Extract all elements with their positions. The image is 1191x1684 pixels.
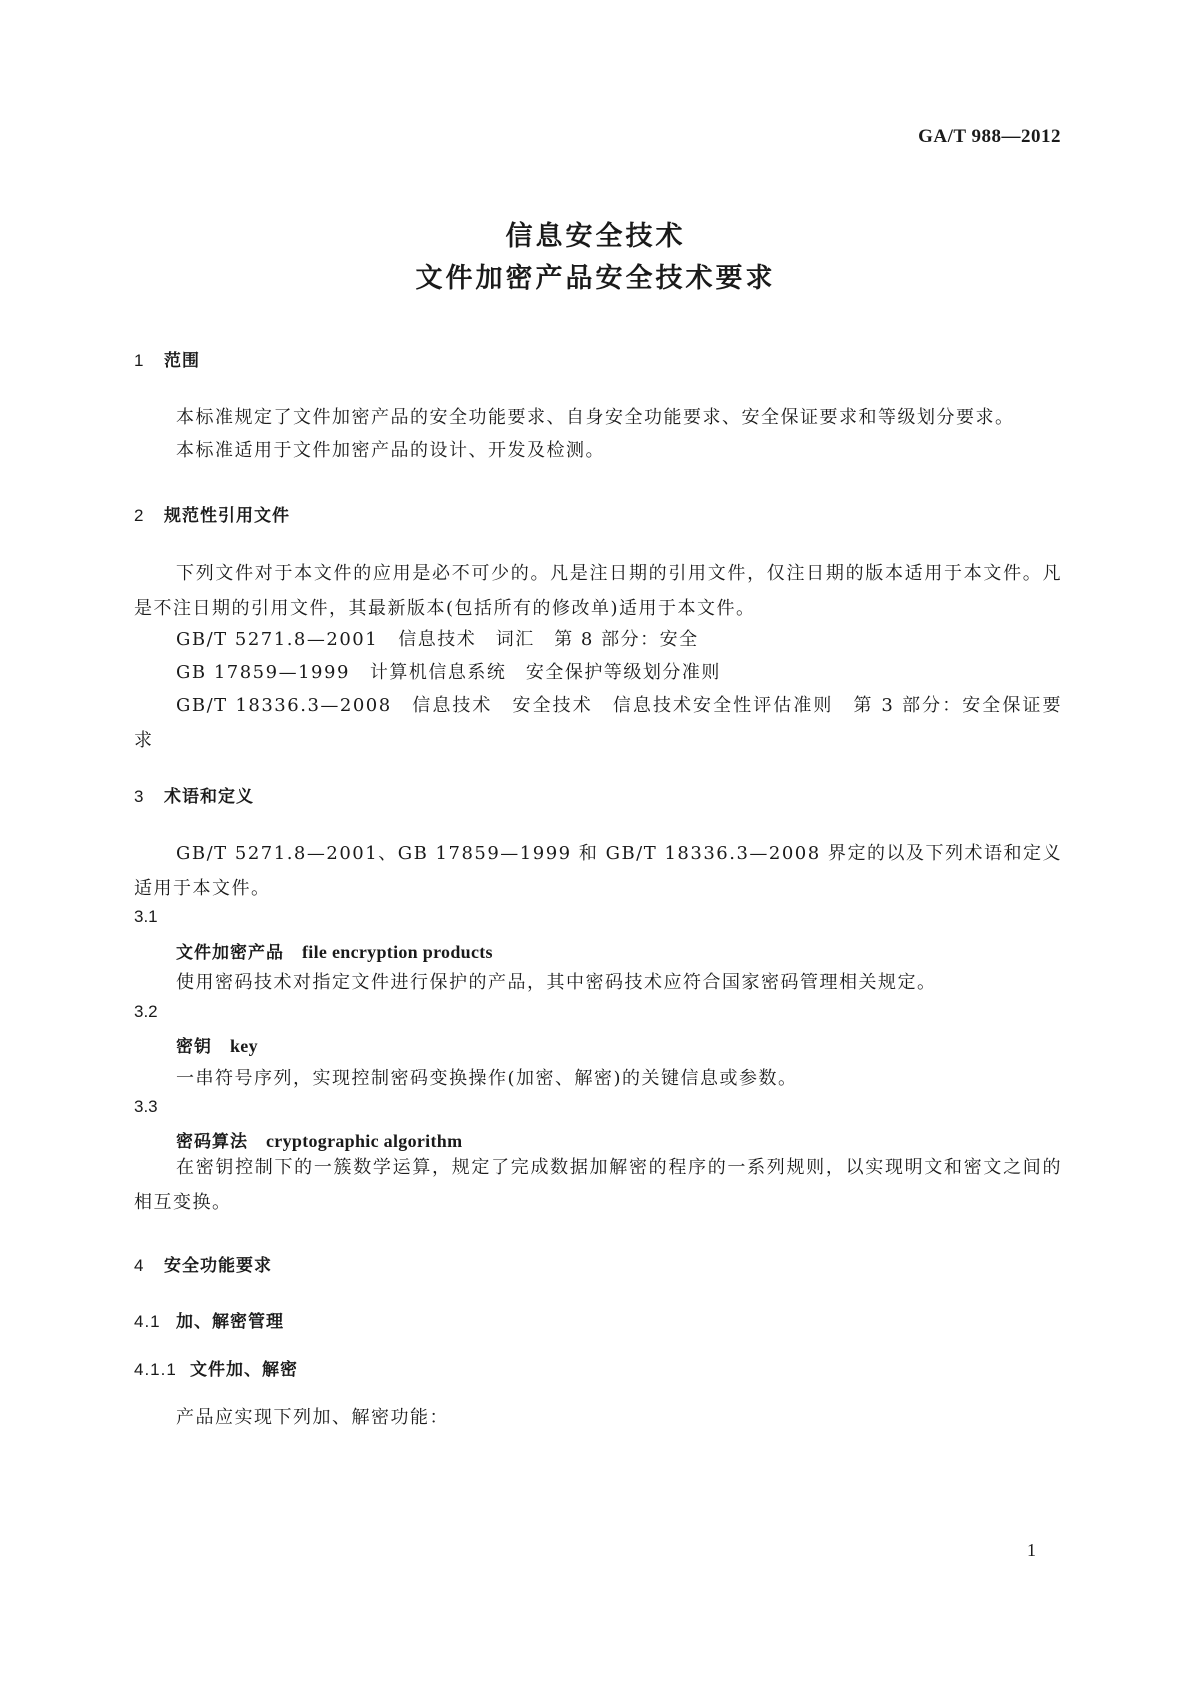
section-3-paragraph-1: GB/T 5271.8—2001、GB 17859—1999 和 GB/T 18336.3—2008 界定的以及下列术语和定义适用于本文件。 <box>134 843 1062 899</box>
normative-reference <box>176 658 721 684</box>
section-number: 4 <box>134 1256 145 1275</box>
section-1-heading <box>134 346 200 371</box>
section-number: 4.1 <box>134 1312 161 1331</box>
term-number: 3.1 <box>134 907 158 926</box>
term-number: 3.2 <box>134 1002 158 1021</box>
section-number: 4.1.1 <box>134 1360 177 1379</box>
section-number: 2 <box>134 506 145 525</box>
reference-code: GB 17859—1999 <box>176 662 350 683</box>
subsection-4-1-1-heading <box>134 1355 298 1380</box>
section-1-paragraph-2: 本标准适用于文件加密产品的设计、开发及检测。 <box>176 440 605 461</box>
section-title: 规范性引用文件 <box>164 506 290 526</box>
section-1-paragraph-1: 本标准规定了文件加密产品的安全功能要求、自身安全功能要求、安全保证要求和等级划分要求。 <box>176 407 1015 428</box>
reference-title: 信息技术 词汇 第 8 部分：安全 <box>398 629 699 650</box>
term-heading <box>176 1127 462 1152</box>
term-english: cryptographic algorithm <box>266 1131 463 1151</box>
term-chinese: 密码算法 <box>176 1132 248 1152</box>
section-number: 1 <box>134 351 145 370</box>
section-4-heading <box>134 1251 272 1276</box>
section-title: 文件加、解密 <box>190 1360 298 1380</box>
term-definition: 在密钥控制下的一簇数学运算，规定了完成数据加解密的程序的一系列规则，以实现明文和密文之间的相互变换。 <box>134 1157 1062 1213</box>
reference-title: 计算机信息系统 安全保护等级划分准则 <box>369 662 721 683</box>
section-4-paragraph-1: 产品应实现下列加、解密功能： <box>176 1407 449 1428</box>
term-english: key <box>230 1036 258 1056</box>
section-title: 安全功能要求 <box>164 1256 272 1276</box>
section-2-heading <box>134 501 290 526</box>
reference-title: 信息技术 安全技术 信息技术安全性评估准则 第 3 部分：安全保证要求 <box>134 695 1062 751</box>
term-chinese: 密钥 <box>176 1037 212 1057</box>
term-chinese: 文件加密产品 <box>176 943 284 963</box>
section-title: 范围 <box>164 351 200 371</box>
title-line-1: 信息安全技术 <box>505 221 686 252</box>
normative-reference <box>134 688 1062 758</box>
term-number: 3.3 <box>134 1097 158 1116</box>
standard-code: GA/T 988—2012 <box>918 126 1061 147</box>
term-definition: 一串符号序列，实现控制密码变换操作(加密、解密)的关键信息或参数。 <box>176 1068 798 1089</box>
reference-code: GB/T 18336.3—2008 <box>176 695 392 716</box>
section-3-heading <box>134 782 254 807</box>
term-english: file encryption products <box>302 942 493 962</box>
term-heading <box>176 1032 258 1057</box>
section-2-paragraph-1: 下列文件对于本文件的应用是必不可少的。凡是注日期的引用文件，仅注日期的版本适用于本文件。凡是不注日期的引用文件，其最新版本(包括所有的修改单)适用于本文件。 <box>134 563 1062 619</box>
term-heading <box>176 938 493 963</box>
section-title: 加、解密管理 <box>176 1312 284 1332</box>
subsection-4-1-heading <box>134 1307 284 1332</box>
reference-code: GB/T 5271.8—2001 <box>176 629 379 650</box>
title-line-2: 文件加密产品安全技术要求 <box>415 263 776 294</box>
term-definition: 使用密码技术对指定文件进行保护的产品，其中密码技术应符合国家密码管理相关规定。 <box>176 972 937 993</box>
normative-reference <box>176 625 699 651</box>
section-number: 3 <box>134 787 145 806</box>
section-title: 术语和定义 <box>164 787 254 807</box>
page-number: 1 <box>1027 1540 1036 1560</box>
